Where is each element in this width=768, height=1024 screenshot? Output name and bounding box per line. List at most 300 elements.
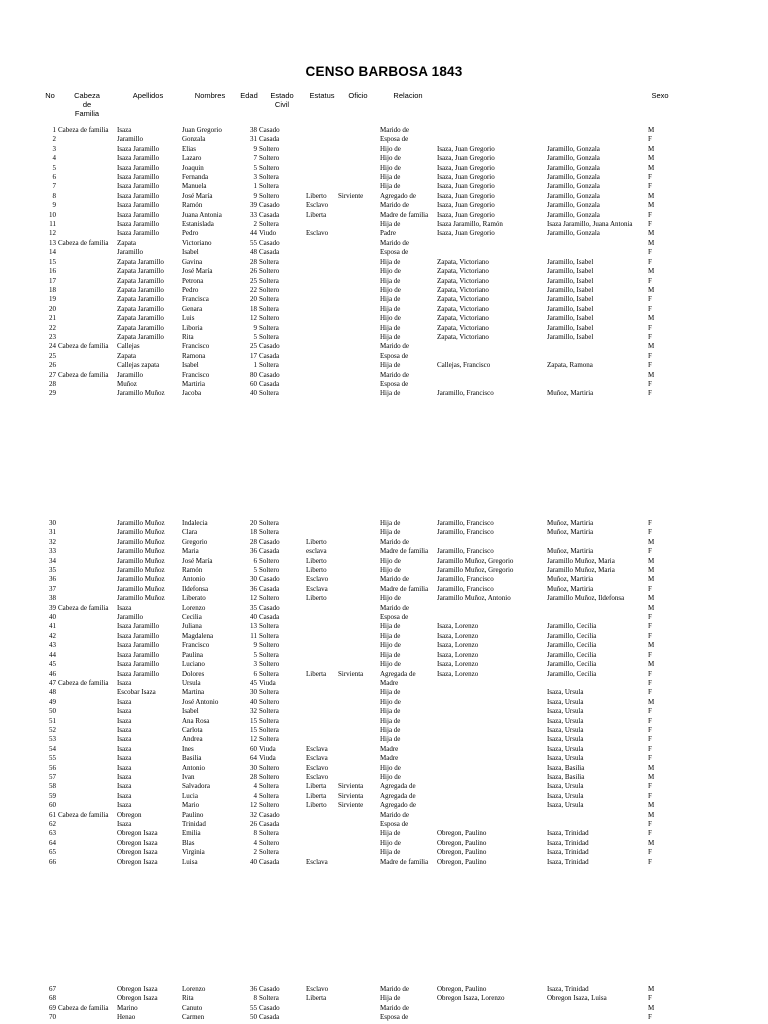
cell-relacion: Hijo de bbox=[380, 566, 401, 575]
table-row bbox=[0, 985, 768, 994]
cell-sexo: M bbox=[648, 537, 655, 546]
cell-cabeza-de-familia: Cabeza de familia bbox=[58, 1003, 109, 1012]
cell-nombres: Ramón bbox=[182, 201, 203, 210]
cell-relacion: Esposa de bbox=[380, 379, 409, 388]
cell-madre: Isaza, Trinidad bbox=[547, 838, 589, 847]
cell-nombres: Virginia bbox=[182, 848, 205, 857]
cell-number: 21 bbox=[49, 314, 56, 323]
cell-estatus: esclava bbox=[306, 547, 327, 556]
cell-relacion: Hijo de bbox=[380, 772, 401, 781]
cell-edad: 25 bbox=[250, 276, 257, 285]
table-row bbox=[0, 164, 768, 173]
cell-nombres: Fernanda bbox=[182, 173, 209, 182]
cell-padre: Isaza, Juan Gregorio bbox=[437, 173, 495, 182]
cell-sexo: M bbox=[648, 641, 655, 650]
cell-padre: Zapata, Victoriano bbox=[437, 323, 489, 332]
cell-madre: Jaramillo, Cecilia bbox=[547, 660, 597, 669]
cell-apellidos: Isaza Jaramillo bbox=[117, 650, 160, 659]
cell-estado-civil: Viuda bbox=[259, 678, 276, 687]
cell-estatus: Liberta bbox=[306, 994, 327, 1003]
cell-number: 19 bbox=[49, 295, 56, 304]
cell-nombres: Martiria bbox=[182, 379, 205, 388]
cell-number: 58 bbox=[49, 782, 56, 791]
cell-number: 69 bbox=[49, 1003, 56, 1012]
cell-number: 27 bbox=[49, 370, 56, 379]
cell-sexo: F bbox=[648, 135, 652, 144]
cell-estatus: Esclavo bbox=[306, 985, 329, 993]
cell-edad: 28 bbox=[250, 537, 257, 546]
cell-number: 54 bbox=[49, 744, 56, 753]
cell-relacion: Hija de bbox=[380, 735, 401, 744]
cell-apellidos: Isaza Jaramillo bbox=[117, 631, 160, 640]
cell-number: 41 bbox=[49, 622, 56, 631]
cell-padre: Jaramillo, Francisco bbox=[437, 528, 494, 537]
cell-padre: Jaramillo Muñoz, Gregorio bbox=[437, 566, 514, 575]
cell-apellidos: Jaramillo bbox=[117, 248, 144, 257]
cell-apellidos: Isaza Jaramillo bbox=[117, 144, 160, 153]
cell-edad: 45 bbox=[250, 678, 257, 687]
cell-edad: 2 bbox=[253, 220, 257, 229]
cell-estado-civil: Casado bbox=[259, 201, 280, 210]
cell-apellidos: Zapata Jaramillo bbox=[117, 323, 164, 332]
cell-nombres: Ursula bbox=[182, 678, 201, 687]
cell-estado-civil: Casada bbox=[259, 613, 280, 622]
cell-apellidos: Isaza Jaramillo bbox=[117, 622, 160, 631]
cell-estado-civil: Soltero bbox=[259, 838, 280, 847]
cell-edad: 25 bbox=[250, 342, 257, 351]
cell-sexo: M bbox=[648, 763, 655, 772]
cell-madre: Isaza, Ursula bbox=[547, 791, 584, 800]
cell-relacion: Hijo de bbox=[380, 660, 401, 669]
cell-nombres: Liberato bbox=[182, 594, 206, 603]
cell-nombres: Carmen bbox=[182, 1013, 205, 1022]
cell-sexo: M bbox=[648, 838, 655, 847]
cell-apellidos: Jaramillo Muñoz bbox=[117, 519, 165, 527]
cell-edad: 1 bbox=[253, 182, 257, 191]
cell-padre: Jaramillo Muñoz, Gregorio bbox=[437, 556, 514, 565]
cell-nombres: Canuto bbox=[182, 1003, 203, 1012]
cell-estatus: Esclava bbox=[306, 584, 328, 593]
cell-apellidos: Jaramillo bbox=[117, 135, 144, 144]
cell-relacion: Hija de bbox=[380, 332, 401, 341]
cell-relacion: Hijo de bbox=[380, 763, 401, 772]
cell-edad: 36 bbox=[250, 547, 257, 556]
cell-relacion: Marido de bbox=[380, 603, 409, 612]
cell-nombres: Ivan bbox=[182, 772, 195, 781]
cell-relacion: Madre bbox=[380, 678, 399, 687]
cell-estatus: Esclavo bbox=[306, 772, 329, 781]
cell-number: 22 bbox=[49, 323, 56, 332]
cell-padre: Isaza, Lorenzo bbox=[437, 650, 479, 659]
cell-sexo: F bbox=[648, 744, 652, 753]
cell-relacion: Hijo de bbox=[380, 594, 401, 603]
cell-edad: 48 bbox=[250, 248, 257, 257]
cell-estado-civil: Soltera bbox=[259, 650, 279, 659]
cell-relacion: Hijo de bbox=[380, 641, 401, 650]
cell-edad: 11 bbox=[250, 631, 257, 640]
cell-apellidos: Isaza Jaramillo bbox=[117, 191, 160, 200]
table-row bbox=[0, 726, 768, 735]
cell-estado-civil: Soltera bbox=[259, 332, 279, 341]
cell-nombres: Francisco bbox=[182, 370, 210, 379]
cell-apellidos: Isaza Jaramillo bbox=[117, 182, 160, 191]
cell-madre: Isaza, Basilia bbox=[547, 763, 585, 772]
cell-madre: Jaramillo Muñoz, Ildefonsa bbox=[547, 594, 625, 603]
cell-edad: 9 bbox=[253, 323, 257, 332]
cell-edad: 8 bbox=[253, 994, 257, 1003]
cell-estado-civil: Casado bbox=[259, 575, 280, 584]
cell-padre: Jaramillo, Francisco bbox=[437, 389, 494, 398]
cell-sexo: M bbox=[648, 985, 655, 993]
cell-sexo: F bbox=[648, 725, 652, 734]
cell-sexo: M bbox=[648, 1003, 655, 1012]
table-row bbox=[0, 688, 768, 697]
cell-relacion: Marido de bbox=[380, 575, 409, 584]
cell-relacion: Hija de bbox=[380, 220, 401, 229]
cell-estado-civil: Soltera bbox=[259, 304, 279, 313]
cell-nombres: Salvadora bbox=[182, 782, 210, 791]
cell-sexo: F bbox=[648, 379, 652, 388]
cell-madre: Isaza Jaramillo, Juana Antonia bbox=[547, 220, 633, 229]
cell-nombres: Victoriano bbox=[182, 238, 212, 247]
cell-relacion: Madre de familia bbox=[380, 210, 429, 219]
cell-madre: Isaza, Ursula bbox=[547, 716, 584, 725]
table-row bbox=[0, 182, 768, 191]
cell-relacion: Madre bbox=[380, 754, 399, 763]
table-row bbox=[0, 211, 768, 220]
cell-sexo: F bbox=[648, 848, 652, 857]
cell-estatus: Liberto bbox=[306, 556, 327, 565]
cell-relacion: Hijo de bbox=[380, 154, 401, 163]
cell-apellidos: Isaza Jaramillo bbox=[117, 201, 160, 210]
cell-estado-civil: Soltera bbox=[259, 622, 279, 631]
cell-number: 70 bbox=[49, 1013, 56, 1022]
cell-edad: 44 bbox=[250, 229, 257, 238]
cell-apellidos: Jaramillo bbox=[117, 370, 144, 379]
cell-edad: 7 bbox=[253, 154, 257, 163]
cell-number: 62 bbox=[49, 820, 56, 828]
cell-estado-civil: Soltera bbox=[259, 323, 279, 332]
cell-number: 52 bbox=[49, 725, 56, 734]
cell-sexo: F bbox=[648, 210, 652, 219]
cell-padre: Zapata, Victoriano bbox=[437, 304, 489, 313]
cell-edad: 4 bbox=[253, 782, 257, 791]
cell-relacion: Hija de bbox=[380, 323, 401, 332]
header-nombres: Nombres bbox=[194, 91, 226, 100]
cell-relacion: Agregado de bbox=[380, 191, 416, 200]
table-row bbox=[0, 528, 768, 537]
table-row bbox=[0, 135, 768, 144]
cell-edad: 18 bbox=[250, 304, 257, 313]
cell-relacion: Hija de bbox=[380, 173, 401, 182]
cell-relacion: Hijo de bbox=[380, 163, 401, 172]
cell-relacion: Hija de bbox=[380, 389, 401, 398]
cell-estado-civil: Casado bbox=[259, 603, 280, 612]
cell-padre: Isaza, Juan Gregorio bbox=[437, 154, 495, 163]
table-row bbox=[0, 295, 768, 304]
cell-edad: 30 bbox=[250, 688, 257, 697]
cell-apellidos: Zapata Jaramillo bbox=[117, 332, 164, 341]
header-estado-civil: Estado Civil bbox=[270, 91, 294, 109]
cell-apellidos: Zapata Jaramillo bbox=[117, 314, 164, 323]
cell-nombres: Estanislada bbox=[182, 220, 214, 229]
cell-sexo: F bbox=[648, 248, 652, 257]
cell-number: 23 bbox=[49, 332, 56, 341]
cell-padre: Obregon, Paulino bbox=[437, 857, 487, 866]
cell-relacion: Esposa de bbox=[380, 1013, 409, 1022]
cell-estado-civil: Soltero bbox=[259, 801, 280, 810]
cell-madre: Jaramillo, Cecilia bbox=[547, 641, 597, 650]
cell-padre: Zapata, Victoriano bbox=[437, 267, 489, 276]
cell-sexo: M bbox=[648, 229, 655, 238]
cell-padre: Isaza Jaramillo, Ramón bbox=[437, 220, 503, 229]
cell-estatus: Liberto bbox=[306, 594, 327, 603]
cell-edad: 50 bbox=[250, 1013, 257, 1022]
cell-relacion: Hija de bbox=[380, 295, 401, 304]
cell-nombres: Clara bbox=[182, 528, 198, 537]
cell-number: 5 bbox=[52, 163, 56, 172]
table-row bbox=[0, 352, 768, 361]
cell-estatus: Esclava bbox=[306, 857, 328, 866]
cell-estado-civil: Soltera bbox=[259, 782, 279, 791]
cell-relacion: Hija de bbox=[380, 716, 401, 725]
table-row bbox=[0, 519, 768, 528]
cell-sexo: F bbox=[648, 857, 652, 866]
cell-edad: 60 bbox=[250, 744, 257, 753]
cell-edad: 35 bbox=[250, 603, 257, 612]
cell-estado-civil: Soltero bbox=[259, 556, 280, 565]
cell-apellidos: Jaramillo Muñoz bbox=[117, 594, 165, 603]
table-row bbox=[0, 324, 768, 333]
cell-padre: Callejas, Francisco bbox=[437, 361, 491, 370]
cell-nombres: Ildefonsa bbox=[182, 584, 209, 593]
cell-relacion: Hija de bbox=[380, 528, 401, 537]
cell-sexo: F bbox=[648, 584, 652, 593]
cell-relacion: Padre bbox=[380, 229, 396, 238]
table-row bbox=[0, 239, 768, 248]
cell-sexo: M bbox=[648, 238, 655, 247]
table-row bbox=[0, 342, 768, 351]
cell-madre: Jaramillo, Gonzala bbox=[547, 154, 600, 163]
cell-estado-civil: Soltero bbox=[259, 594, 280, 603]
cell-sexo: F bbox=[648, 791, 652, 800]
cell-number: 50 bbox=[49, 707, 56, 716]
cell-padre: Zapata, Victoriano bbox=[437, 285, 489, 294]
table-row bbox=[0, 538, 768, 547]
cell-nombres: Juana Antonia bbox=[182, 210, 222, 219]
cell-apellidos: Isaza bbox=[117, 782, 132, 791]
table-row bbox=[0, 380, 768, 389]
cell-padre: Isaza, Juan Gregorio bbox=[437, 144, 495, 153]
cell-madre: Jaramillo, Isabel bbox=[547, 314, 594, 323]
cell-madre: Isaza, Ursula bbox=[547, 801, 584, 810]
cell-nombres: Manuela bbox=[182, 182, 207, 191]
cell-madre: Jaramillo, Gonzala bbox=[547, 173, 600, 182]
cell-cabeza-de-familia: Cabeza de familia bbox=[58, 678, 109, 687]
cell-number: 37 bbox=[49, 584, 56, 593]
table-row bbox=[0, 820, 768, 829]
table-row bbox=[0, 229, 768, 238]
cell-apellidos: Isaza bbox=[117, 791, 132, 800]
cell-nombres: Luis bbox=[182, 314, 195, 323]
cell-relacion: Hija de bbox=[380, 182, 401, 191]
cell-madre: Isaza, Trinidad bbox=[547, 848, 589, 857]
cell-apellidos: Isaza Jaramillo bbox=[117, 229, 160, 238]
cell-number: 38 bbox=[49, 594, 56, 603]
table-row bbox=[0, 314, 768, 323]
cell-nombres: Francisco bbox=[182, 342, 210, 351]
cell-estado-civil: Soltera bbox=[259, 669, 279, 678]
cell-edad: 3 bbox=[253, 173, 257, 182]
cell-nombres: Pedro bbox=[182, 285, 199, 294]
table-row bbox=[0, 792, 768, 801]
cell-edad: 9 bbox=[253, 191, 257, 200]
cell-number: 36 bbox=[49, 575, 56, 584]
cell-nombres: Luisa bbox=[182, 857, 198, 866]
cell-padre: Isaza, Juan Gregorio bbox=[437, 210, 495, 219]
cell-edad: 40 bbox=[250, 389, 257, 398]
cell-edad: 13 bbox=[250, 622, 257, 631]
table-row bbox=[0, 698, 768, 707]
cell-edad: 4 bbox=[253, 791, 257, 800]
cell-estado-civil: Casada bbox=[259, 379, 280, 388]
cell-estado-civil: Casado bbox=[259, 985, 280, 993]
cell-sexo: M bbox=[648, 594, 655, 603]
cell-number: 63 bbox=[49, 829, 56, 838]
cell-estado-civil: Casado bbox=[259, 342, 280, 351]
cell-estado-civil: Soltero bbox=[259, 154, 280, 163]
cell-apellidos: Isaza bbox=[117, 725, 132, 734]
cell-apellidos: Isaza Jaramillo bbox=[117, 641, 160, 650]
cell-madre: Jaramillo, Cecilia bbox=[547, 650, 597, 659]
cell-edad: 5 bbox=[253, 332, 257, 341]
table-row bbox=[0, 651, 768, 660]
cell-nombres: Ramona bbox=[182, 351, 206, 360]
cell-number: 60 bbox=[49, 801, 56, 810]
cell-number: 61 bbox=[49, 810, 56, 819]
cell-number: 45 bbox=[49, 660, 56, 669]
cell-nombres: Liboria bbox=[182, 323, 203, 332]
cell-nombres: Gonzala bbox=[182, 135, 206, 144]
census-rows-block-3 bbox=[0, 985, 768, 1023]
cell-estado-civil: Soltero bbox=[259, 566, 280, 575]
cell-padre: Isaza, Lorenzo bbox=[437, 669, 479, 678]
header-relacion: Relacion bbox=[393, 91, 423, 100]
cell-sexo: F bbox=[648, 528, 652, 537]
cell-estado-civil: Casada bbox=[259, 135, 280, 144]
cell-number: 12 bbox=[49, 229, 56, 238]
cell-apellidos: Jaramillo Muñoz bbox=[117, 584, 165, 593]
cell-relacion: Hija de bbox=[380, 848, 401, 857]
cell-sexo: F bbox=[648, 650, 652, 659]
cell-estado-civil: Soltera bbox=[259, 707, 279, 716]
cell-relacion: Agregada de bbox=[380, 782, 416, 791]
cell-edad: 15 bbox=[250, 725, 257, 734]
cell-madre: Jaramillo, Gonzala bbox=[547, 163, 600, 172]
cell-apellidos: Isaza Jaramillo bbox=[117, 154, 160, 163]
census-rows-block-2 bbox=[0, 519, 768, 867]
cell-estado-civil: Soltera bbox=[259, 848, 279, 857]
cell-estado-civil: Casado bbox=[259, 370, 280, 379]
cell-relacion: Madre bbox=[380, 744, 399, 753]
table-row bbox=[0, 660, 768, 669]
cell-edad: 5 bbox=[253, 650, 257, 659]
cell-madre: Jaramillo, Gonzala bbox=[547, 210, 600, 219]
cell-sexo: F bbox=[648, 688, 652, 697]
cell-madre: Isaza, Ursula bbox=[547, 735, 584, 744]
cell-nombres: Elias bbox=[182, 144, 196, 153]
cell-estado-civil: Casada bbox=[259, 547, 280, 556]
cell-madre: Isaza, Trinidad bbox=[547, 985, 589, 993]
cell-edad: 55 bbox=[250, 238, 257, 247]
cell-padre: Jaramillo, Francisco bbox=[437, 584, 494, 593]
cell-estado-civil: Soltera bbox=[259, 361, 279, 370]
cell-nombres: Paulina bbox=[182, 650, 203, 659]
cell-nombres: Paulino bbox=[182, 810, 204, 819]
cell-relacion: Agregada de bbox=[380, 791, 416, 800]
cell-edad: 60 bbox=[250, 379, 257, 388]
cell-number: 31 bbox=[49, 528, 56, 537]
cell-nombres: Ana Rosa bbox=[182, 716, 210, 725]
cell-edad: 6 bbox=[253, 669, 257, 678]
cell-sexo: M bbox=[648, 267, 655, 276]
cell-nombres: Mario bbox=[182, 801, 200, 810]
cell-apellidos: Obregon Isaza bbox=[117, 985, 158, 993]
cell-madre: Jaramillo, Isabel bbox=[547, 332, 594, 341]
cell-madre: Isaza, Ursula bbox=[547, 744, 584, 753]
cell-apellidos: Isaza Jaramillo bbox=[117, 660, 160, 669]
table-row bbox=[0, 201, 768, 210]
cell-padre: Obregon, Paulino bbox=[437, 838, 487, 847]
cell-apellidos: Jaramillo Muñoz bbox=[117, 547, 165, 556]
cell-number: 39 bbox=[49, 603, 56, 612]
cell-apellidos: Callejas zapata bbox=[117, 361, 160, 370]
cell-madre: Jaramillo, Isabel bbox=[547, 285, 594, 294]
table-row bbox=[0, 333, 768, 342]
cell-padre: Zapata, Victoriano bbox=[437, 295, 489, 304]
cell-padre: Zapata, Victoriano bbox=[437, 257, 489, 266]
cell-apellidos: Isaza bbox=[117, 707, 132, 716]
cell-madre: Jaramillo, Isabel bbox=[547, 304, 594, 313]
cell-edad: 20 bbox=[250, 295, 257, 304]
cell-number: 65 bbox=[49, 848, 56, 857]
cell-sexo: M bbox=[648, 370, 655, 379]
cell-relacion: Esposa de bbox=[380, 248, 409, 257]
table-row bbox=[0, 632, 768, 641]
cell-edad: 8 bbox=[253, 829, 257, 838]
cell-sexo: F bbox=[648, 669, 652, 678]
cell-cabeza-de-familia: Cabeza de familia bbox=[58, 810, 109, 819]
cell-sexo: F bbox=[648, 332, 652, 341]
cell-relacion: Esposa de bbox=[380, 820, 409, 828]
cell-padre: Isaza, Lorenzo bbox=[437, 660, 479, 669]
cell-estatus: Liberto bbox=[306, 801, 327, 810]
cell-sexo: F bbox=[648, 361, 652, 370]
table-row bbox=[0, 764, 768, 773]
cell-apellidos: Jaramillo Muñoz bbox=[117, 528, 165, 537]
cell-nombres: Magdalena bbox=[182, 631, 214, 640]
cell-estatus: Liberta bbox=[306, 669, 327, 678]
cell-edad: 1 bbox=[253, 361, 257, 370]
cell-estado-civil: Soltero bbox=[259, 267, 280, 276]
cell-apellidos: Jaramillo Muñoz bbox=[117, 389, 165, 398]
table-row bbox=[0, 566, 768, 575]
cell-madre: Isaza, Ursula bbox=[547, 754, 584, 763]
cell-nombres: Luciano bbox=[182, 660, 205, 669]
cell-nombres: Francisca bbox=[182, 295, 209, 304]
cell-apellidos: Henao bbox=[117, 1013, 136, 1022]
cell-nombres: Lazaro bbox=[182, 154, 202, 163]
